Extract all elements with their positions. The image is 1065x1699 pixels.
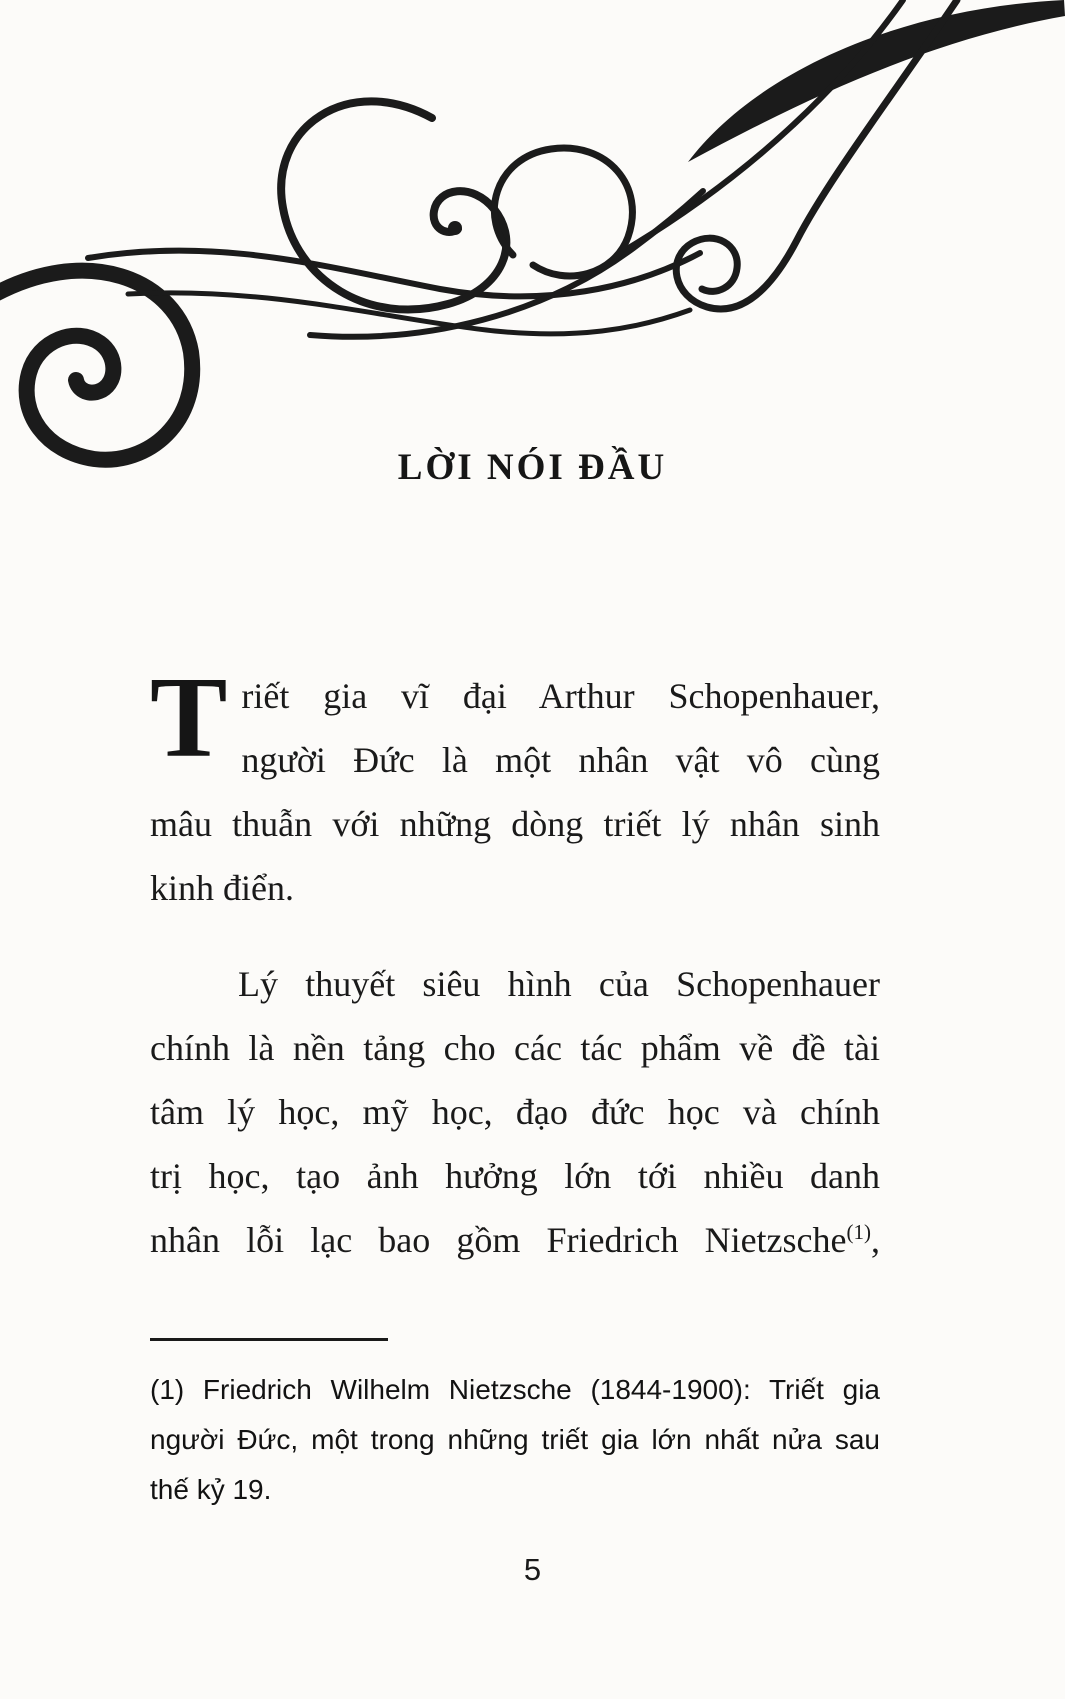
chapter-heading: LỜI NÓI ĐẦU [397, 447, 668, 488]
body-line: trị học, tạo ảnh hưởng lớn tới nhiều danh [150, 1156, 880, 1196]
flourish-loop-dot [448, 221, 462, 235]
body-line-with-footnote-ref [150, 1208, 880, 1272]
body-line: mâu thuẫn với những dòng triết lý nhân sinh [150, 804, 880, 844]
footnote-line: người Đức, một trong những triết gia lớn nhất nửa sau [150, 1424, 880, 1455]
flourish-small-loop [494, 148, 632, 276]
paragraph-2 [150, 952, 880, 1272]
body-line: tâm lý học, mỹ học, đạo đức học và chính [150, 1092, 880, 1132]
flourish-thick-sweep [688, 0, 1065, 162]
footnote-reference: (1) [846, 1220, 871, 1244]
body-line: chính là nền tảng cho các tác phẩm về đề tài [150, 1028, 880, 1068]
body-line-text: nhân lỗi lạc bao gồm Friedrich Nietzsche [150, 1220, 847, 1260]
footnote [150, 1338, 880, 1515]
body-line: riết gia vĩ đại Arthur Schopenhauer, [241, 676, 880, 716]
page-number: 5 [523, 1552, 542, 1587]
flourish-cross-line [310, 191, 703, 337]
flourish-ornament [0, 0, 1065, 470]
body-line: kinh điển. [150, 868, 294, 908]
body-text [150, 654, 880, 1272]
paragraph-1 [150, 654, 880, 920]
footnote-divider [150, 1338, 388, 1341]
footnote-line: (1) Friedrich Wilhelm Nietzsche (1844-1900): Triết gia [150, 1374, 880, 1405]
drop-cap: T [150, 654, 228, 782]
flourish-thin-sweep [622, 0, 903, 252]
footnote-line: thế kỷ 19. [150, 1474, 272, 1505]
body-line: người Đức là một nhân vật vô cùng [241, 740, 880, 780]
flourish-wave-upper [88, 251, 700, 297]
body-line-tail: , [871, 1220, 880, 1260]
body-line: Lý thuyết siêu hình của Schopenhauer [238, 964, 880, 1004]
flourish-left-spiral [0, 271, 192, 460]
